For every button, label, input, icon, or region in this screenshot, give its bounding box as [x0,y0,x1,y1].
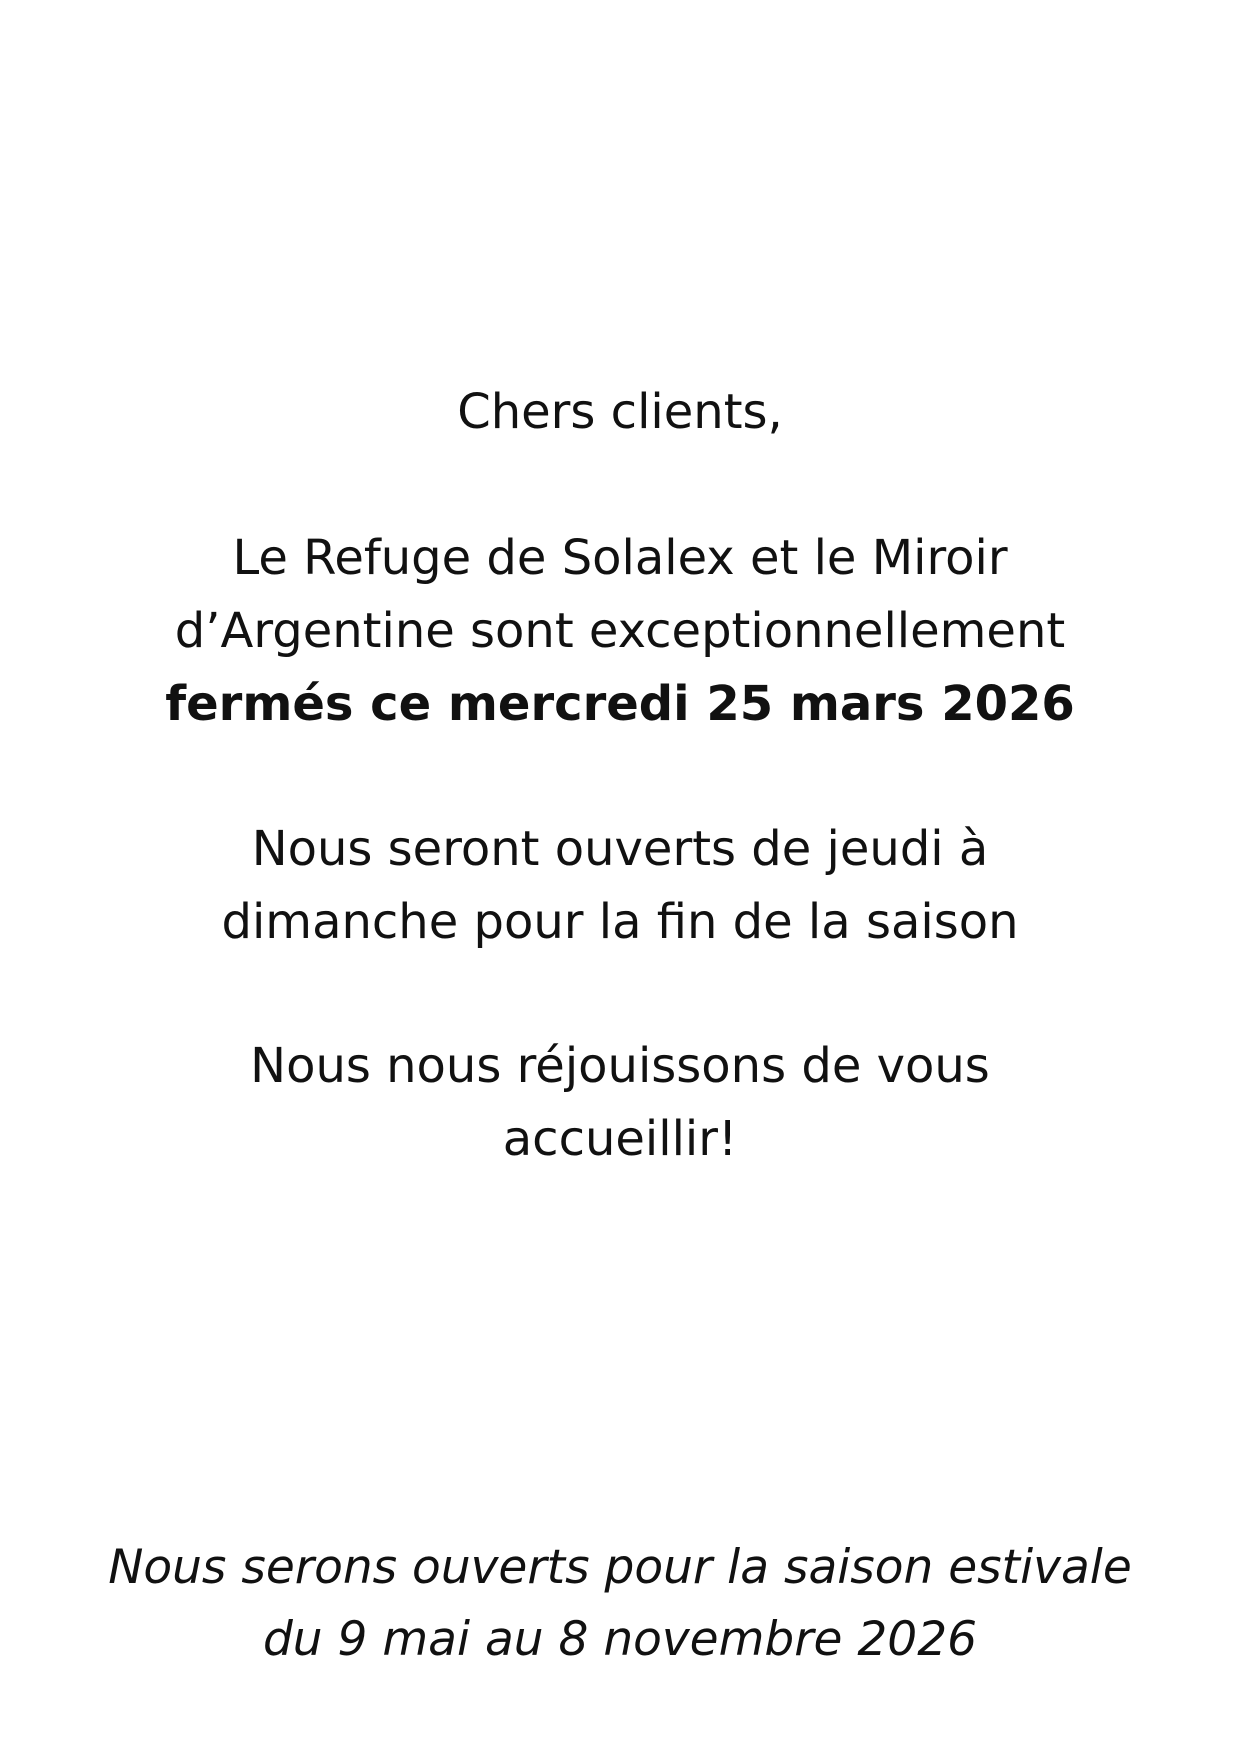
closure-line-2: d’Argentine sont exceptionnellement [174,603,1066,659]
welcome-line-1: Nous nous réjouissons de vous [250,1038,990,1094]
footer-line-2: du 9 mai au 8 novembre 2026 [262,1612,978,1667]
welcome-message [0,1030,1240,1176]
closure-date: fermés ce mercredi 25 mars 2026 [165,676,1075,732]
footer-line-1: Nous serons ouverts pour la saison estivale [108,1540,1132,1595]
closure-announcement [0,522,1240,741]
opening-line-2: dimanche pour la fin de la saison [221,894,1019,950]
greeting [0,376,1240,449]
summer-season-note [0,1532,1240,1676]
opening-announcement [0,813,1240,959]
welcome-line-2: accueillir! [502,1111,738,1167]
greeting-text: Chers clients, [457,384,783,440]
opening-line-1: Nous seront ouverts de jeudi à [251,821,989,877]
closure-line-1: Le Refuge de Solalex et le Miroir [232,530,1008,586]
